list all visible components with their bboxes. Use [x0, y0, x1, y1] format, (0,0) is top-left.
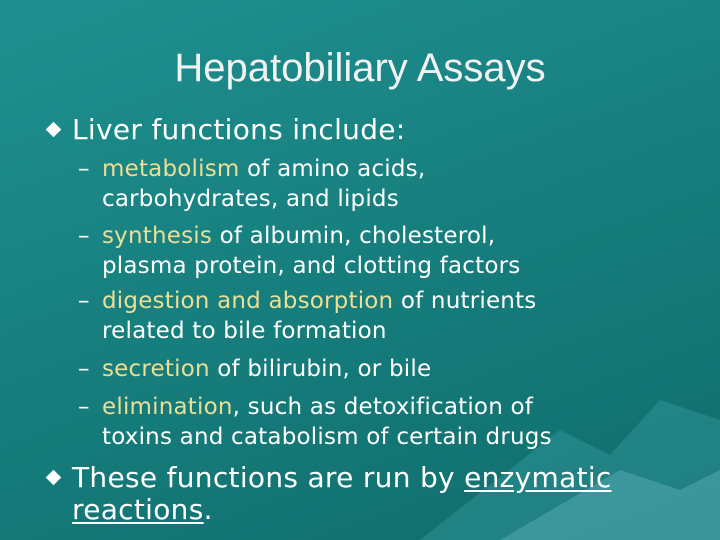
subitem-text: of bilirubin, or bile: [209, 356, 432, 382]
bullet-diamond-icon: [46, 470, 62, 486]
subitem-synthesis: [78, 221, 520, 281]
subitem-dash: –: [78, 223, 90, 249]
subitem-metabolism: [78, 154, 425, 214]
subitem-text: of albumin, cholesterol,: [212, 223, 496, 249]
subitem-highlight: secretion: [102, 356, 210, 382]
subitem-highlight: digestion and absorption: [102, 288, 394, 314]
subitem-elimination: [78, 392, 552, 452]
bullet-enzymatic-reactions: [72, 462, 712, 526]
subitem-text: , such as detoxification of: [232, 394, 534, 420]
subitem-dash: –: [78, 356, 90, 382]
subitem-highlight: metabolism: [102, 156, 240, 182]
bullet-diamond-icon: [46, 122, 62, 138]
subitem-digestion: [78, 286, 536, 346]
subitem-dash: –: [78, 156, 90, 182]
subitem-secretion: [78, 354, 431, 384]
subitem-dash: –: [78, 288, 90, 314]
slide-title: Hepatobiliary Assays: [174, 46, 546, 90]
subitem-text: of nutrients: [393, 288, 537, 314]
subitem-text-cont: carbohydrates, and lipids: [102, 186, 399, 212]
subitem-highlight: elimination: [102, 394, 233, 420]
bullet-liver-functions: Liver functions include:: [72, 113, 406, 146]
subitem-text: of amino acids,: [239, 156, 426, 182]
subitem-text-cont: plasma protein, and clotting factors: [102, 253, 521, 279]
reactions-link[interactable]: reactions: [72, 493, 204, 526]
enzymatic-link[interactable]: enzymatic: [464, 461, 612, 494]
bullet2-text: These functions are run by: [72, 461, 465, 494]
subitem-highlight: synthesis: [102, 223, 213, 249]
bullet2-suffix: .: [203, 493, 213, 526]
subitem-dash: –: [78, 394, 90, 420]
subitem-text-cont: related to bile formation: [102, 318, 387, 344]
subitem-text-cont: toxins and catabolism of certain drugs: [102, 424, 552, 450]
